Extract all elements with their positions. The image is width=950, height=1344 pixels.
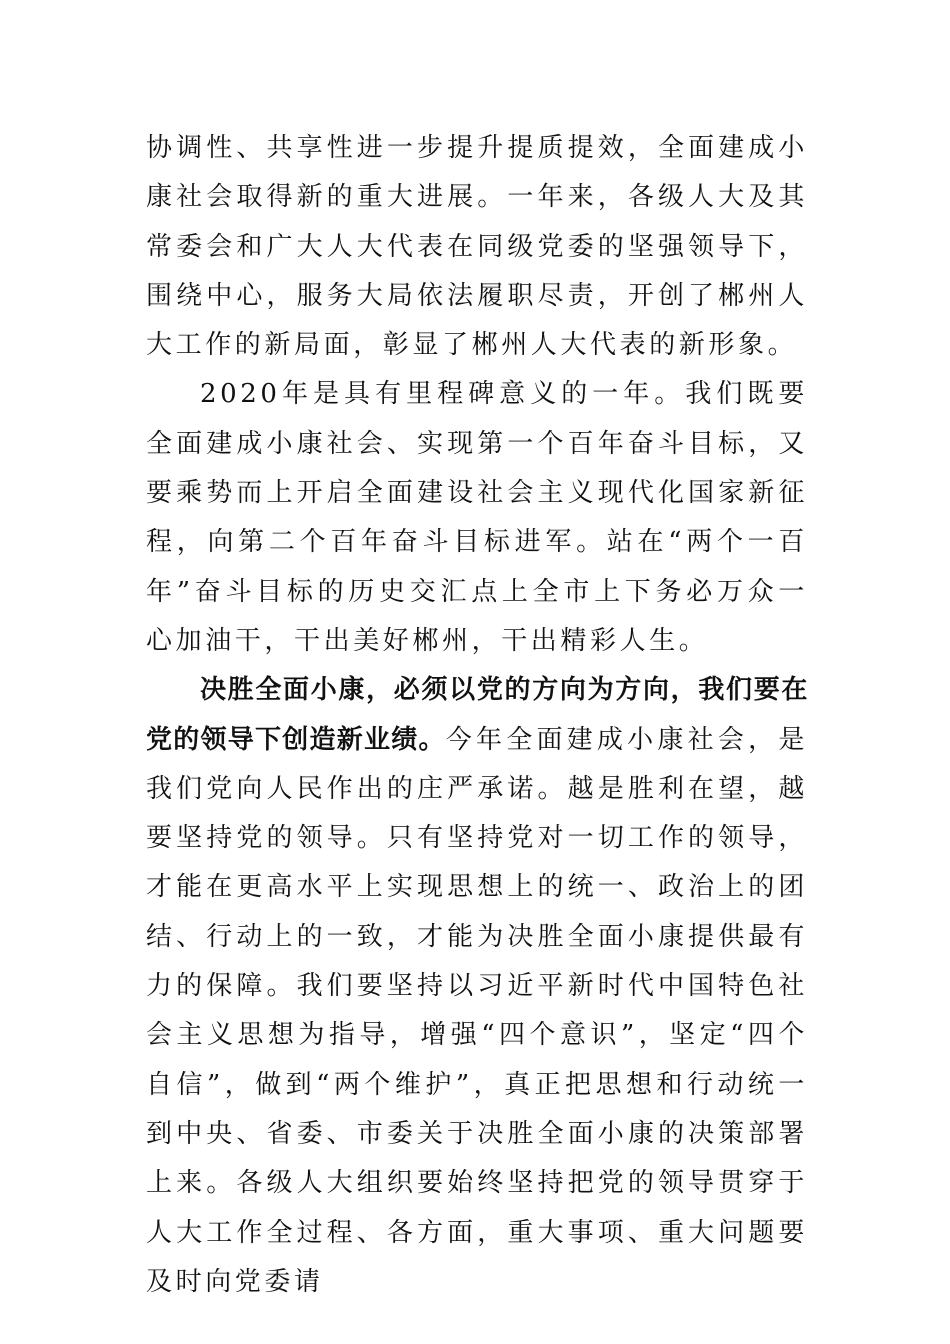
paragraph-3-body: 今年全面建成小康社会，是我们党向人民作出的庄严承诺。越是胜利在望，越要坚持党的领导。只有坚持党对一切工作的领导，才能在更高水平上实现思想上的统一、政治上的团结、行动上的一致，才能为决胜全面小康提供最有力的保障。我们要坚持以习近平新时代中国特色社会主义思想为指导，增强“四个意识”，坚定“四个自信”，做到“两个维护”，真正把思想和行动统一到中央、省委、市委关于决胜全面小康的决策部署上来。各级人大组织要始终坚持把党的领导贯穿于人大工作全过程、各方面，重大事项、重大问题要及时向党委请 [146,724,808,1297]
document-body [146,124,808,1307]
paragraph-3 [146,666,808,1307]
paragraph-1: 协调性、共享性进一步提升提质提效，全面建成小康社会取得新的重大进展。一年来，各级人大及其常委会和广大人大代表在同级党委的坚强领导下，围绕中心，服务大局依法履职尽责，开创了郴州人大工作的新局面，彰显了郴州人大代表的新形象。 [146,133,808,361]
paragraph-3-lead-sentence: 决胜全面小康，必须以党的方向为方向，我们要在党的领导下创造新业绩。 [146,675,808,755]
paragraph-2: 2020年是具有里程碑意义的一年。我们既要全面建成小康社会、实现第一个百年奋斗目标，又要乘势而上开启全面建设社会主义现代化国家新征程，向第二个百年奋斗目标进军。站在“两个一百年”奋斗目标的历史交汇点上全市上下务必万众一心加油干，干出美好郴州，干出精彩人生。 [146,379,808,656]
